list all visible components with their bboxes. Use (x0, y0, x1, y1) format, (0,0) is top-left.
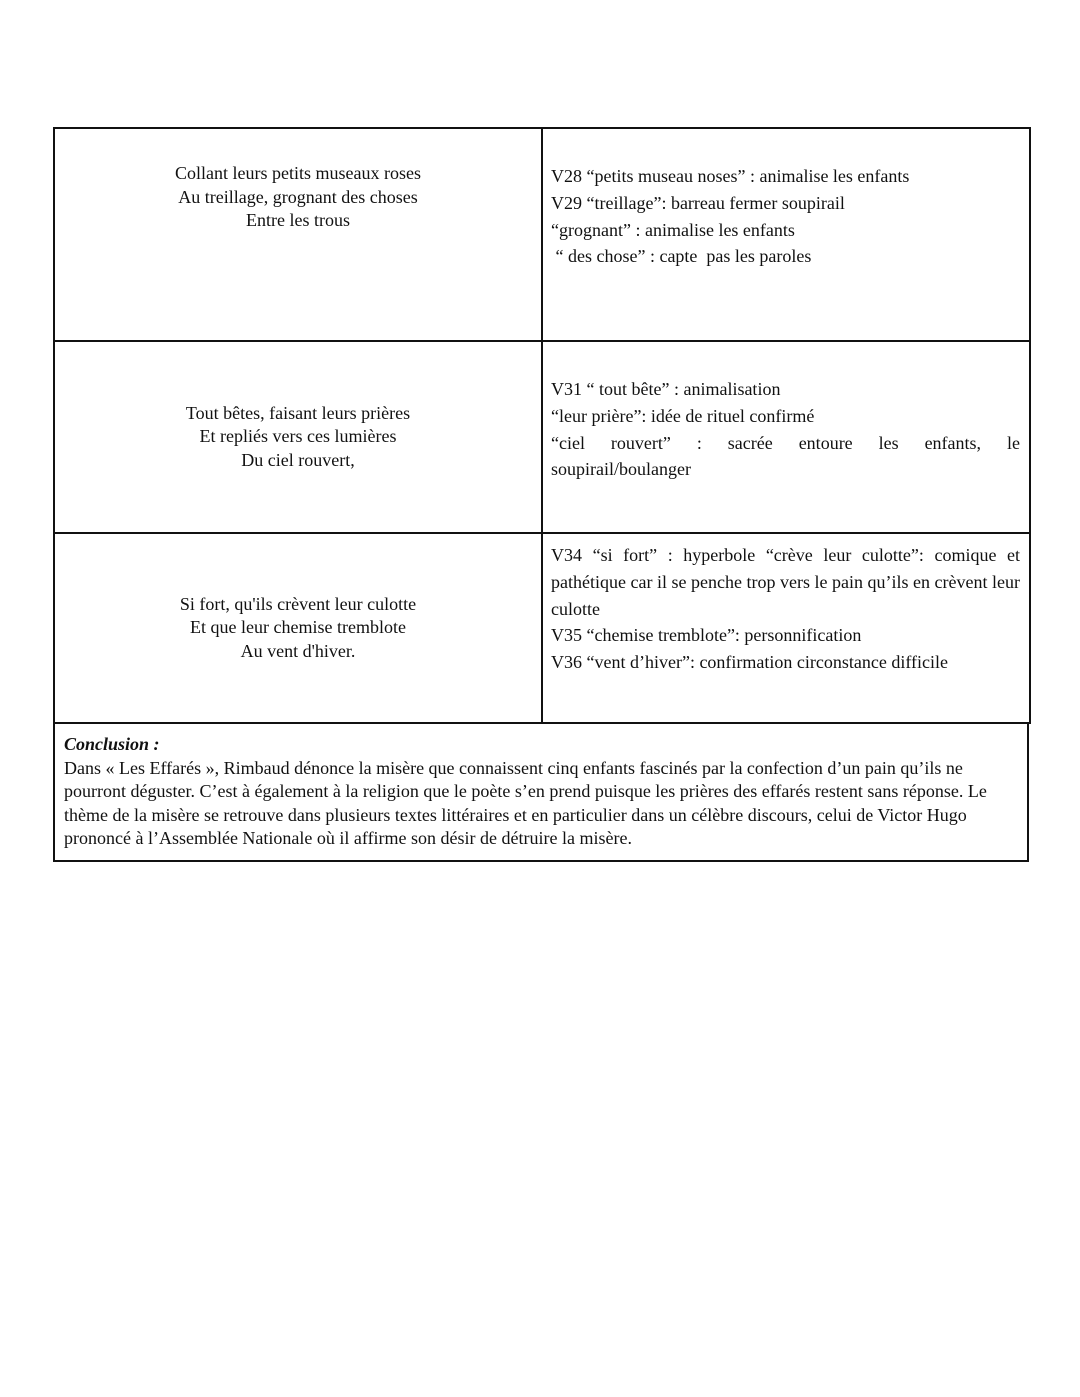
analysis-notes (543, 542, 1029, 676)
table-row (54, 128, 1030, 341)
analysis-note: V35 “chemise tremblote”: personnification (551, 625, 862, 646)
verse-line: Si fort, qu'ils crèvent leur culotte (179, 593, 417, 614)
verse-cell (54, 128, 542, 341)
analysis-notes (543, 163, 1029, 270)
analysis-note: “ des chose” : capte pas les paroles (551, 246, 812, 267)
analysis-note: V29 “treillage”: barreau fermer soupirail (551, 192, 845, 213)
analysis-note: V36 “vent d’hiver”: confirmation circonstance difficile (551, 652, 949, 673)
table-row (54, 533, 1030, 723)
analysis-cell (542, 128, 1030, 341)
analysis-note: V34 “si fort” : hyperbole “crève leur culotte”: comique et pathétique car il se penche trop vers le pain qu’ils en crèvent leur culotte (551, 545, 1020, 619)
analysis-note: “leur prière”: idée de rituel confirmé (551, 405, 815, 426)
verse-line: Tout bêtes, faisant leurs prières (185, 402, 411, 423)
verse-line: Au vent d'hiver. (240, 640, 356, 661)
verse-stanza (55, 162, 541, 233)
analysis-note: “grognant” : animalise les enfants (551, 219, 795, 240)
analysis-notes (543, 376, 1029, 483)
analysis-note: “ciel rouvert” : sacrée entoure les enfants, le (551, 432, 1020, 453)
verse-cell (54, 533, 542, 723)
conclusion-text: Dans « Les Effarés », Rimbaud dénonce la misère que connaissent cinq enfants fascinés par la confection d’un pain qu’ils ne pourront déguster. C’est à également à la religion que le poète s’en prend puisque les prières des effarés restent sans réponse. Le thème de la misère se retrouve dans plusieurs textes littéraires et en particulier dans un célèbre discours, celui de Victor Hugo prononcé à l’Assemblée Nationale où il affirme son désir de détruire la misère. (64, 757, 987, 848)
conclusion-box (53, 724, 1029, 862)
analysis-note: soupirail/boulanger (551, 459, 691, 480)
analysis-note: V31 “ tout bête” : animalisation (551, 379, 781, 399)
analysis-table (53, 127, 1031, 724)
verse-cell (54, 341, 542, 533)
verse-line: Entre les trous (246, 210, 350, 230)
conclusion-title: Conclusion : (64, 734, 160, 754)
verse-line: Collant leurs petits museaux roses (175, 163, 421, 183)
analysis-note: V28 “petits museau noses” : animalise les enfants (551, 166, 910, 186)
verse-line: Et repliés vers ces lumières (199, 426, 397, 447)
table-row (54, 341, 1030, 533)
analysis-cell (542, 341, 1030, 533)
verse-stanza (55, 593, 541, 664)
verse-line: Au treillage, grognant des choses (178, 186, 418, 207)
verse-line: Du ciel rouvert, (241, 449, 355, 470)
verse-line: Et que leur chemise tremblote (190, 617, 406, 638)
analysis-cell (542, 533, 1030, 723)
document-page (53, 127, 1029, 862)
verse-stanza (55, 402, 541, 473)
